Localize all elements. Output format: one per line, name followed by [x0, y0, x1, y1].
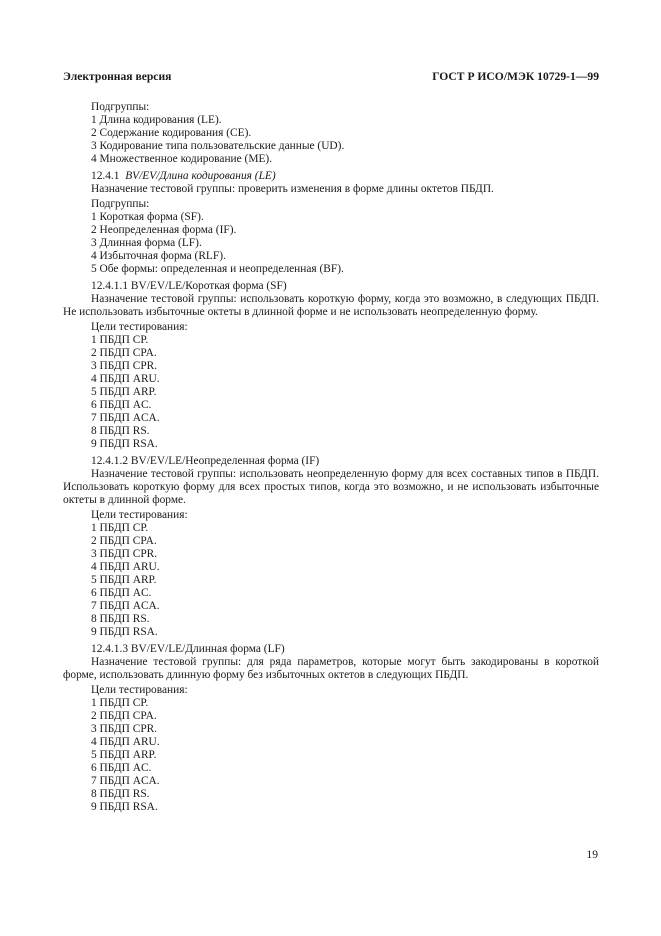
page-number: 19 — [586, 848, 598, 861]
list-item: 4 Множественное кодирование (ME). — [91, 153, 273, 165]
header-edition-label: Электронная версия — [63, 70, 172, 83]
section-title: BV/EV/Длина кодирования (LE) — [125, 170, 276, 182]
section-number: 12.4.1 — [91, 170, 120, 182]
section-purpose: Назначение тестовой группы: использовать короткую форму, когда это возможно, в следующих ПБДП. Не использовать избыточные октеты в длинной форме и не использовать неопределенную форму. — [63, 293, 599, 318]
list-item: 3 Кодирование типа пользовательские данные (UD). — [91, 140, 345, 152]
list-item: 3 Длинная форма (LF). — [91, 237, 202, 249]
page-content — [63, 101, 599, 814]
goals-list — [63, 334, 599, 451]
section-12-4-1-2 — [63, 455, 599, 639]
subgroups-label: Подгруппы: — [91, 198, 150, 210]
list-item: 6 ПБДП AC. — [91, 762, 152, 774]
list-item: 2 Неопределенная форма (IF). — [91, 224, 237, 236]
list-item: 5 ПБДП ARP. — [91, 386, 157, 398]
section-purpose: Назначение тестовой группы: проверить изменения в форме длины октетов ПБДП. — [91, 183, 494, 195]
list-item: 7 ПБДП ACA. — [91, 412, 160, 424]
list-item: 4 ПБДП ARU. — [91, 373, 160, 385]
list-item: 6 ПБДП AC. — [91, 399, 152, 411]
goals-label: Цели тестирования: — [91, 684, 188, 696]
list-item: 5 ПБДП ARP. — [91, 574, 157, 586]
list-item: 1 Длина кодирования (LE). — [91, 114, 222, 126]
list-item: 5 Обе формы: определенная и неопределенная (BF). — [91, 263, 344, 275]
section-12-4-1 — [63, 170, 599, 276]
list-item: 3 ПБДП CPR. — [91, 548, 158, 560]
list-item: 1 ПБДП CP. — [91, 334, 149, 346]
header-standard-code: ГОСТ Р ИСО/МЭК 10729-1—99 — [432, 70, 599, 83]
list-item: 4 Избыточная форма (RLF). — [91, 250, 226, 262]
list-item: 1 Короткая форма (SF). — [91, 211, 204, 223]
goals-list — [63, 522, 599, 639]
subgroups-list — [63, 211, 599, 276]
list-item: 4 ПБДП ARU. — [91, 736, 160, 748]
subgroups-list — [63, 114, 599, 166]
list-item: 3 ПБДП CPR. — [91, 723, 158, 735]
list-item: 9 ПБДП RSA. — [91, 626, 158, 638]
list-item: 6 ПБДП AC. — [91, 587, 152, 599]
list-item: 2 ПБДП CPA. — [91, 710, 157, 722]
list-item: 7 ПБДП ACA. — [91, 775, 160, 787]
list-item: 7 ПБДП ACA. — [91, 600, 160, 612]
list-item: 2 ПБДП CPA. — [91, 535, 157, 547]
list-item: 9 ПБДП RSA. — [91, 801, 158, 813]
section-purpose: Назначение тестовой группы: использовать неопределенную форму для всех составных типов в ПБДП. Использовать короткую форму для всех простых типов, когда это возможно, и не использовать избыточные октеты в длинной форме. — [63, 468, 599, 506]
list-item: 4 ПБДП ARU. — [91, 561, 160, 573]
list-item: 8 ПБДП RS. — [91, 425, 150, 437]
list-item: 5 ПБДП ARP. — [91, 749, 157, 761]
list-item: 1 ПБДП CP. — [91, 522, 149, 534]
list-item: 8 ПБДП RS. — [91, 613, 150, 625]
section-subgroups — [63, 101, 599, 166]
section-12-4-1-1 — [63, 280, 599, 451]
subgroups-label: Подгруппы: — [91, 101, 150, 113]
goals-label: Цели тестирования: — [91, 321, 188, 333]
goals-label: Цели тестирования: — [91, 509, 188, 521]
list-item: 9 ПБДП RSA. — [91, 438, 158, 450]
list-item: 8 ПБДП RS. — [91, 788, 150, 800]
section-heading — [63, 170, 599, 183]
section-heading: 12.4.1.3 BV/EV/LE/Длинная форма (LF) — [91, 643, 285, 655]
section-heading: 12.4.1.1 BV/EV/LE/Короткая форма (SF) — [91, 280, 287, 292]
list-item: 3 ПБДП CPR. — [91, 360, 158, 372]
goals-list — [63, 697, 599, 814]
list-item: 1 ПБДП CP. — [91, 697, 149, 709]
section-purpose: Назначение тестовой группы: для ряда параметров, которые могут быть закодированы в короткой форме, использовать длинную форму без избыточных октетов в следующих ПБДП. — [63, 656, 599, 681]
section-heading: 12.4.1.2 BV/EV/LE/Неопределенная форма (IF) — [91, 455, 320, 467]
list-item: 2 ПБДП CPA. — [91, 347, 157, 359]
list-item: 2 Содержание кодирования (CE). — [91, 127, 252, 139]
section-12-4-1-3 — [63, 643, 599, 814]
